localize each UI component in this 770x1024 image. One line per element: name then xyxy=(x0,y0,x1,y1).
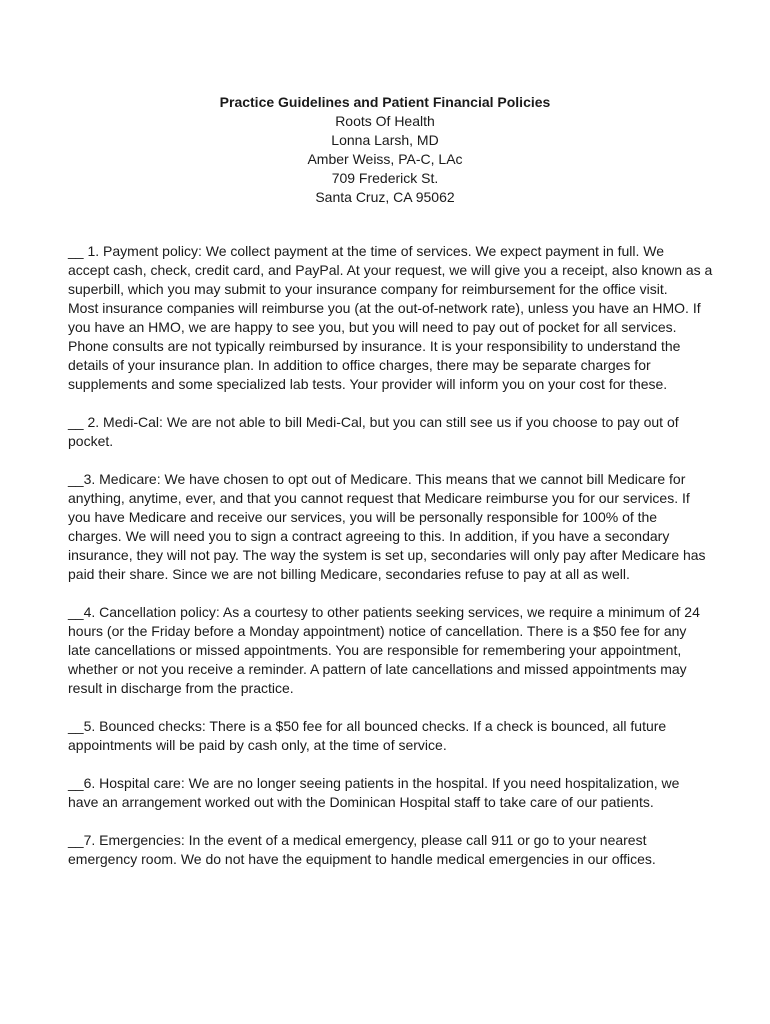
provider-name: Amber Weiss, PA-C, LAc xyxy=(307,151,463,167)
policy-line: superbill, which you may submit to your insurance company for reimbursement for the office visit. xyxy=(68,281,668,297)
policy-cancellation xyxy=(68,603,704,698)
street-address: 709 Frederick St. xyxy=(331,170,439,186)
policy-line: insurance, they will not pay. The way the system is set up, secondaries will only pay after Medicare has xyxy=(68,547,706,563)
policy-hospital-care xyxy=(68,774,704,812)
policy-medi-cal xyxy=(68,413,704,451)
policy-line: details of your insurance plan. In addition to office charges, there may be separate charges for xyxy=(68,357,651,373)
provider-name: Lonna Larsh, MD xyxy=(331,132,439,148)
policy-line: whether or not you receive a reminder. A pattern of late cancellations and missed appointments may xyxy=(68,661,687,677)
policy-line: paid their share. Since we are not billing Medicare, secondaries refuse to pay at all as well. xyxy=(68,566,630,582)
policy-line: __ 1. Payment policy: We collect payment at the time of services. We expect payment in full. We xyxy=(68,243,665,259)
policy-line: __7. Emergencies: In the event of a medical emergency, please call 911 or go to your nearest xyxy=(68,832,647,848)
policy-line: hours (or the Friday before a Monday appointment) notice of cancellation. There is a $50 fee for any xyxy=(68,623,687,639)
policy-line: pocket. xyxy=(68,433,114,449)
policy-line: __5. Bounced checks: There is a $50 fee for all bounced checks. If a check is bounced, all future xyxy=(68,718,667,734)
policy-medicare xyxy=(68,470,704,584)
policy-payment xyxy=(68,242,713,394)
policy-line: result in discharge from the practice. xyxy=(68,680,294,696)
policy-line: __ 2. Medi-Cal: We are not able to bill Medi-Cal, but you can still see us if you choose to pay out of xyxy=(68,414,679,430)
policy-line: charges. We will need you to sign a contract agreeing to this. In addition, if you have a secondary xyxy=(68,528,670,544)
document-title: Practice Guidelines and Patient Financial Policies xyxy=(219,94,551,110)
policy-line: late cancellations or missed appointments. You are responsible for remembering your appointment, xyxy=(68,642,682,658)
policy-line: __4. Cancellation policy: As a courtesy to other patients seeking services, we require a minimum of 24 xyxy=(68,604,700,620)
policy-line: you have an HMO, we are happy to see you, but you will need to pay out of pocket for all services. xyxy=(68,319,677,335)
policy-line: you have Medicare and receive our services, you will be personally responsible for 100% of the xyxy=(68,509,658,525)
policy-line: Most insurance companies will reimburse you (at the out-of-network rate), unless you have an HMO. If xyxy=(68,300,701,316)
policy-line: accept cash, check, credit card, and PayPal. At your request, we will give you a receipt, also known as a xyxy=(68,262,713,278)
practice-name: Roots Of Health xyxy=(335,113,435,129)
document-header xyxy=(0,93,770,207)
policy-line: anything, anytime, ever, and that you cannot request that Medicare reimburse you for our services. If xyxy=(68,490,690,506)
policy-line: supplements and some specialized lab tests. Your provider will inform you on your cost for these. xyxy=(68,376,668,392)
policy-line: appointments will be paid by cash only, at the time of service. xyxy=(68,737,447,753)
policy-line: emergency room. We do not have the equipment to handle medical emergencies in our offices. xyxy=(68,851,656,867)
city-state-zip: Santa Cruz, CA 95062 xyxy=(315,189,455,205)
policy-line: __3. Medicare: We have chosen to opt out of Medicare. This means that we cannot bill Medicare for xyxy=(68,471,686,487)
policy-line: have an arrangement worked out with the Dominican Hospital staff to take care of our patients. xyxy=(68,794,654,810)
policy-bounced-checks xyxy=(68,717,704,755)
policy-line: Phone consults are not typically reimbursed by insurance. It is your responsibility to understand the xyxy=(68,338,681,354)
policy-line: __6. Hospital care: We are no longer seeing patients in the hospital. If you need hospitalization, we xyxy=(68,775,680,791)
policy-emergencies xyxy=(68,831,704,869)
policy-list xyxy=(68,242,713,888)
